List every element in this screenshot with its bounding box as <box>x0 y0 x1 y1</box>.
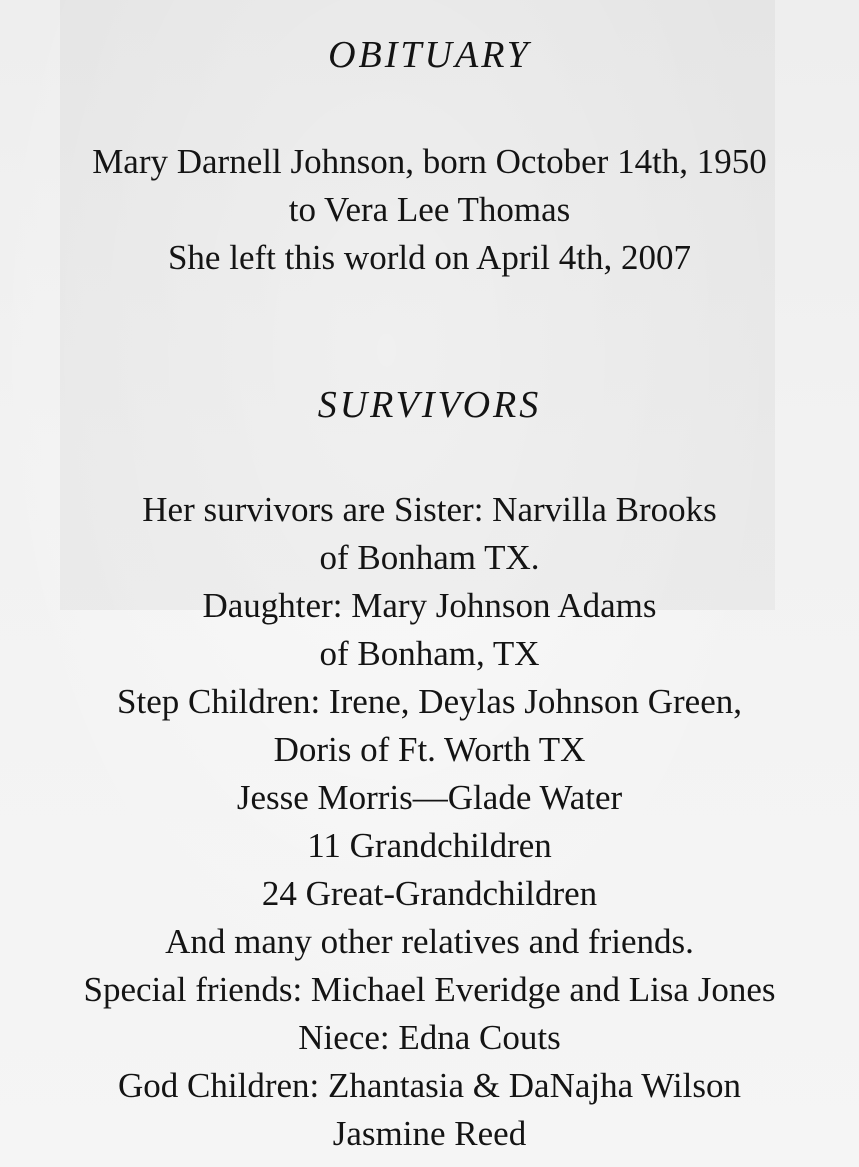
obituary-heading: OBITUARY <box>328 34 531 76</box>
survivors-list <box>0 486 859 1158</box>
survivor-line: And many other relatives and friends. <box>165 922 694 961</box>
intro-line: to Vera Lee Thomas <box>288 190 571 229</box>
survivor-line: Doris of Ft. Worth TX <box>273 730 586 769</box>
survivor-line: Niece: Edna Couts <box>298 1018 561 1057</box>
survivor-line: Her survivors are Sister: Narvilla Brooks <box>142 490 717 529</box>
survivors-heading: SURVIVORS <box>317 384 542 426</box>
survivor-line: Daughter: Mary Johnson Adams <box>202 586 657 625</box>
survivor-line: Step Children: Irene, Deylas Johnson Green, <box>117 682 742 721</box>
intro-line: She left this world on April 4th, 2007 <box>167 238 692 277</box>
obituary-intro <box>0 138 859 282</box>
survivor-line: of Bonham TX. <box>319 538 540 577</box>
survivor-line: 11 Grandchildren <box>307 826 552 865</box>
survivor-line: Jasmine Reed <box>332 1114 527 1153</box>
survivor-line: Jesse Morris—Glade Water <box>236 778 623 817</box>
survivor-line: of Bonham, TX <box>319 634 540 673</box>
survivor-line: God Children: Zhantasia & DaNajha Wilson <box>118 1066 741 1105</box>
intro-line: Mary Darnell Johnson, born October 14th, 1950 <box>92 142 767 181</box>
survivor-line: Special friends: Michael Everidge and Lisa Jones <box>83 970 776 1009</box>
survivor-line: 24 Great-Grandchildren <box>261 874 598 913</box>
